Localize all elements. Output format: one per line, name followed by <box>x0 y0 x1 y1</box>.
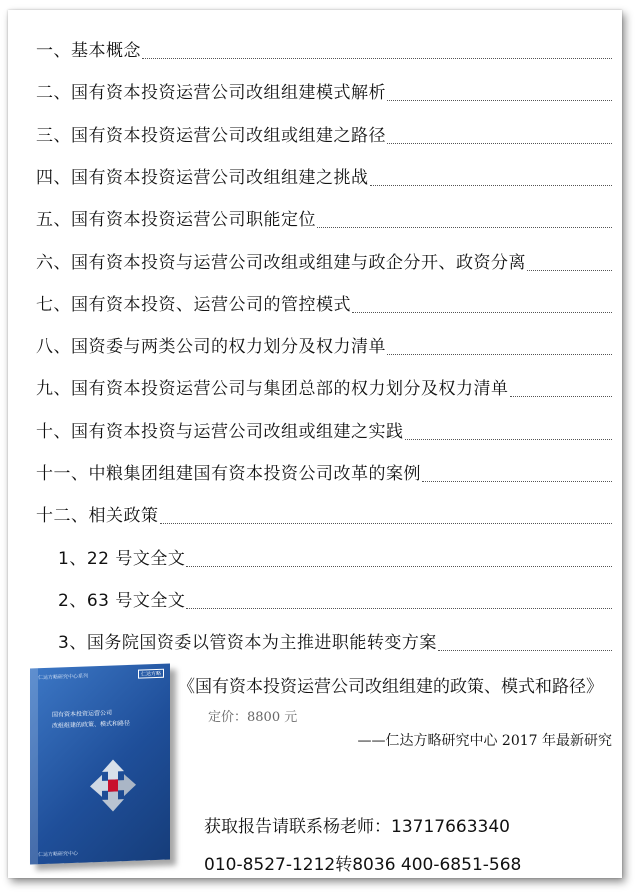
toc-entry-title: 一、基本概念 <box>36 41 141 61</box>
toc-dot-leader <box>317 227 612 228</box>
toc-entry-title: 九、国有资本投资运营公司与集团总部的权力划分及权力清单 <box>36 379 509 400</box>
report-price: 定价：8800 元 <box>208 710 298 725</box>
toc-dot-leader <box>160 523 613 524</box>
toc-entry-title: 五、国有资本投资运营公司职能定位 <box>36 210 316 231</box>
toc-dot-leader <box>186 608 612 609</box>
toc-dot-leader <box>387 143 612 144</box>
toc-entry <box>36 415 612 443</box>
arrow-right-shape <box>90 775 108 798</box>
toc-dot-leader <box>438 650 612 651</box>
toc-entry-title: 八、国资委与两类公司的权力划分及权力清单 <box>36 337 386 358</box>
contact-phone-mobile: 获取报告请联系杨老师：13717663340 <box>204 817 510 837</box>
emblem-center <box>108 779 118 791</box>
toc-dot-leader <box>387 354 612 355</box>
report-advertisement <box>8 660 622 878</box>
toc-entry <box>36 119 612 147</box>
toc-entry-title: 1、22 号文全文 <box>58 548 186 569</box>
toc-entry-title: 3、国务院国资委以管资本为主推进职能转变方案 <box>58 633 437 654</box>
toc-entry <box>36 161 612 189</box>
toc-entry-title: 十、国有资本投资与运营公司改组或组建之实践 <box>36 421 404 442</box>
toc-dot-leader <box>422 481 612 482</box>
book-logo: 仁达方略 <box>138 669 164 679</box>
toc-entry <box>36 34 612 62</box>
toc-dot-leader <box>186 566 612 567</box>
book-cover-title-line: 国有资本投资运营公司 <box>52 709 113 719</box>
toc-dot-leader <box>370 185 613 186</box>
toc-entry-title: 十一、中粮集团组建国有资本投资公司改革的案例 <box>36 464 421 484</box>
report-title: 《国有资本投资运营公司改组组建的政策、模式和路径》 <box>178 677 603 697</box>
toc-entry-title: 四、国有资本投资运营公司改组组建之挑战 <box>36 167 369 188</box>
book-publisher-text: 仁达方略研究中心 <box>38 850 79 859</box>
book-cover-image <box>30 664 170 865</box>
toc-entry-title: 2、63 号文全文 <box>58 590 186 611</box>
toc-entry <box>58 584 612 612</box>
toc-entry <box>36 76 612 104</box>
toc-entry-title: 七、国有资本投资、运营公司的管控模式 <box>36 294 351 315</box>
contact-phone-landline: 010-8527-1212转8036 400-6851-568 <box>204 855 522 875</box>
toc-dot-leader <box>352 312 612 313</box>
toc-dot-leader <box>142 58 612 59</box>
toc-dot-leader <box>387 100 612 101</box>
toc-entry <box>58 626 612 654</box>
toc-entry <box>36 203 612 231</box>
arrow-up-shape <box>102 791 124 812</box>
toc-entry-title: 六、国有资本投资与运营公司改组或组建与政企分开、政资分离 <box>36 252 526 273</box>
toc-entry <box>36 288 612 316</box>
report-source: ——仁达方略研究中心 2017 年最新研究 <box>357 733 612 749</box>
toc-dot-leader <box>405 439 613 440</box>
toc-entry <box>36 499 612 527</box>
arrow-emblem-icon <box>88 757 138 815</box>
toc-entry-title: 三、国有资本投资运营公司改组或组建之路径 <box>36 125 386 146</box>
toc-entry <box>36 372 612 400</box>
toc-entry <box>36 330 612 358</box>
book-spine <box>30 668 38 864</box>
toc-entry-title: 十二、相关政策 <box>36 506 159 527</box>
toc-dot-leader <box>527 270 612 271</box>
toc-entry-title: 二、国有资本投资运营公司改组组建模式解析 <box>36 83 386 104</box>
arrow-down-shape <box>102 759 124 780</box>
toc-entry <box>58 542 612 570</box>
book-cover-title-line: 改组组建的政策、模式和路径 <box>52 719 131 730</box>
document-page <box>8 10 622 878</box>
arrow-left-shape <box>118 774 136 797</box>
toc-entry <box>36 246 612 274</box>
book-series-text: 仁达方略研究中心系列 <box>38 673 89 682</box>
toc-entry <box>36 457 612 485</box>
toc-dot-leader <box>510 396 613 397</box>
book-cover-title <box>52 707 130 732</box>
